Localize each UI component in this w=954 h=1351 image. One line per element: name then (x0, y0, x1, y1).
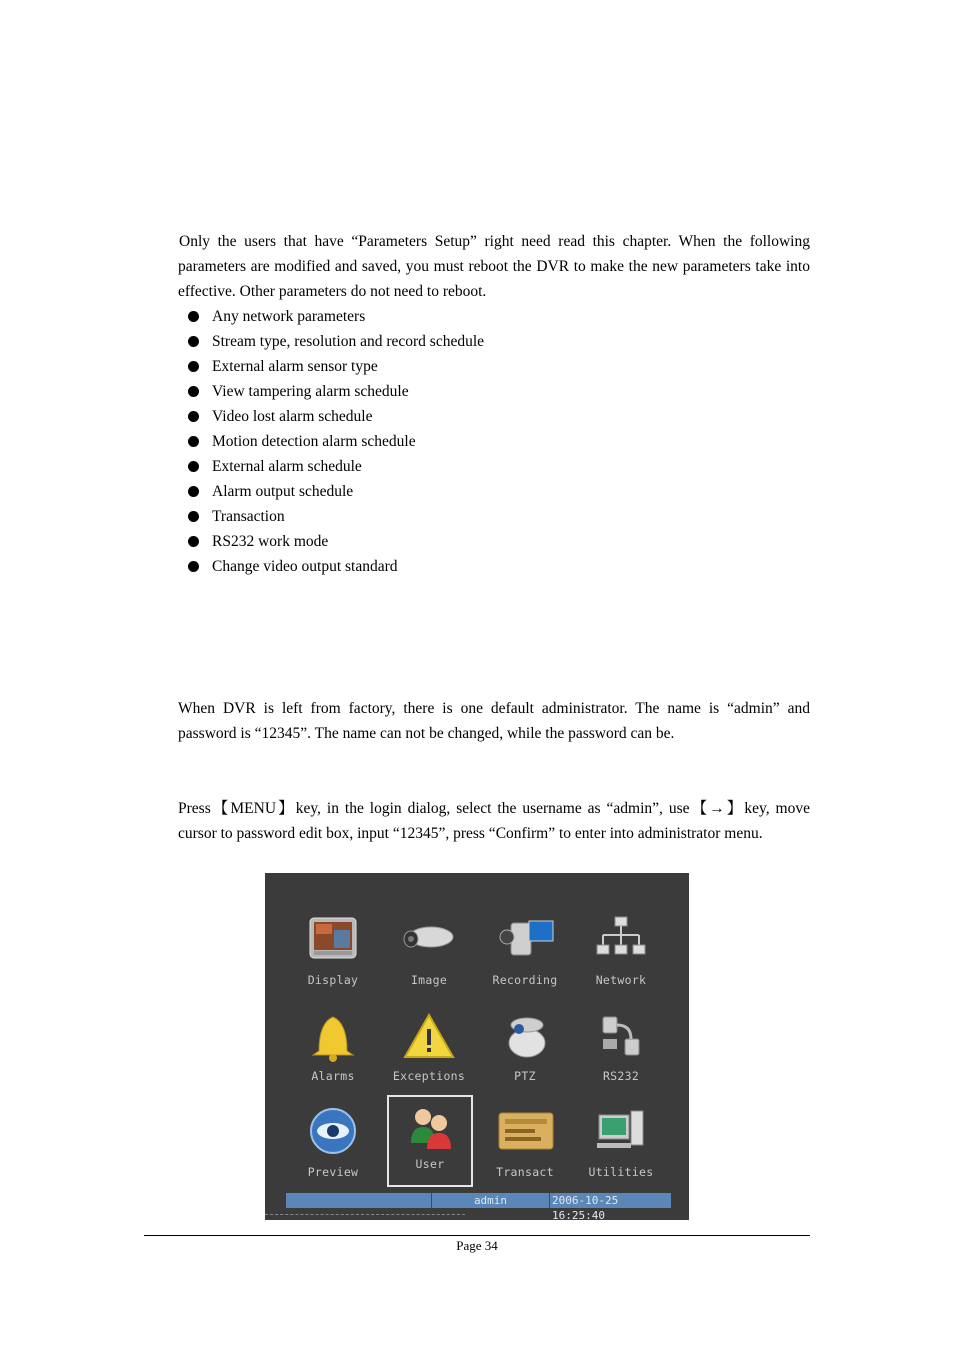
bullet-icon (188, 411, 199, 422)
status-user: admin (473, 1194, 508, 1207)
bullet-icon (188, 386, 199, 397)
network-icon (573, 913, 669, 973)
warning-icon (381, 1009, 477, 1069)
eye-icon (285, 1105, 381, 1165)
bullet-icon (188, 336, 199, 347)
menu-item-preview[interactable] (285, 1105, 381, 1197)
reboot-parameters-list (188, 304, 484, 579)
menu-item-image[interactable] (381, 913, 477, 1005)
menu-item-label: Utilities (588, 1165, 654, 1179)
list-item: Change video output standard (188, 554, 484, 579)
menu-item-exceptions[interactable] (381, 1009, 477, 1101)
menu-item-alarms[interactable] (285, 1009, 381, 1101)
menu-item-recording[interactable] (477, 913, 573, 1005)
footer-divider (144, 1235, 810, 1236)
list-item: Transaction (188, 504, 484, 529)
computer-icon (573, 1105, 669, 1165)
menu-item-transact[interactable] (477, 1105, 573, 1197)
camcorder-icon (477, 913, 573, 973)
menu-item-rs232[interactable] (573, 1009, 669, 1101)
login-paragraph: Press【MENU】key, in the login dialog, select the username as “admin”, use【→】key, move cursor to password edit box, input “12345”, press “Confirm” to enter into administrator menu. (178, 800, 810, 842)
serial-port-icon (573, 1009, 669, 1069)
list-item: View tampering alarm schedule (188, 379, 484, 404)
menu-item-label: Alarms (311, 1069, 355, 1083)
menu-item-label: Image (410, 973, 448, 987)
status-bar (286, 1193, 671, 1220)
menu-item-network[interactable] (573, 913, 669, 1005)
menu-item-label: Recording (492, 973, 558, 987)
dvr-main-menu-screenshot (265, 873, 689, 1220)
card-icon (477, 1105, 573, 1165)
admin-paragraph: When DVR is left from factory, there is one default administrator. The name is “admin” and password is “12345”. The name can not be changed, while the password can be. (178, 700, 810, 742)
bullet-icon (188, 486, 199, 497)
menu-item-display[interactable] (285, 913, 381, 1005)
list-item: Video lost alarm schedule (188, 404, 484, 429)
list-item: Motion detection alarm schedule (188, 429, 484, 454)
list-item: External alarm sensor type (188, 354, 484, 379)
menu-item-label: Transact (496, 1165, 554, 1179)
bullet-icon (188, 511, 199, 522)
menu-item-label: RS232 (602, 1069, 640, 1083)
menu-item-label: Preview (307, 1165, 359, 1179)
intro-paragraph: Only the users that have “Parameters Setup” right need read this chapter. When the following parameters are modified and saved, you must reboot the DVR to make the new parameters take into effective. Other parameters do not need to reboot. (178, 233, 810, 300)
ptz-camera-icon (477, 1009, 573, 1069)
menu-item-ptz[interactable] (477, 1009, 573, 1101)
bullet-icon (188, 361, 199, 372)
list-item: External alarm schedule (188, 454, 484, 479)
users-icon (389, 1097, 475, 1157)
bullet-icon (188, 536, 199, 547)
bullet-icon (188, 311, 199, 322)
menu-item-utilities[interactable] (573, 1105, 669, 1197)
list-item: Alarm output schedule (188, 479, 484, 504)
list-item: Any network parameters (188, 304, 484, 329)
list-item: RS232 work mode (188, 529, 484, 554)
bullet-icon (188, 561, 199, 572)
menu-item-label: Display (307, 973, 359, 987)
menu-item-label: User (415, 1157, 445, 1171)
menu-item-label: Network (595, 973, 647, 987)
bullet-icon (188, 461, 199, 472)
divider (265, 1214, 465, 1217)
bell-icon (285, 1009, 381, 1069)
camera-icon (381, 913, 477, 973)
status-datetime: 2006-10-25 16:25:40 (552, 1194, 619, 1220)
menu-item-user[interactable] (387, 1095, 473, 1187)
menu-item-label: Exceptions (392, 1069, 466, 1083)
menu-item-label: PTZ (514, 1069, 536, 1083)
list-item: Stream type, resolution and record schedule (188, 329, 484, 354)
bullet-icon (188, 436, 199, 447)
page-number: Page 34 (456, 1238, 498, 1253)
display-icon (285, 913, 381, 973)
